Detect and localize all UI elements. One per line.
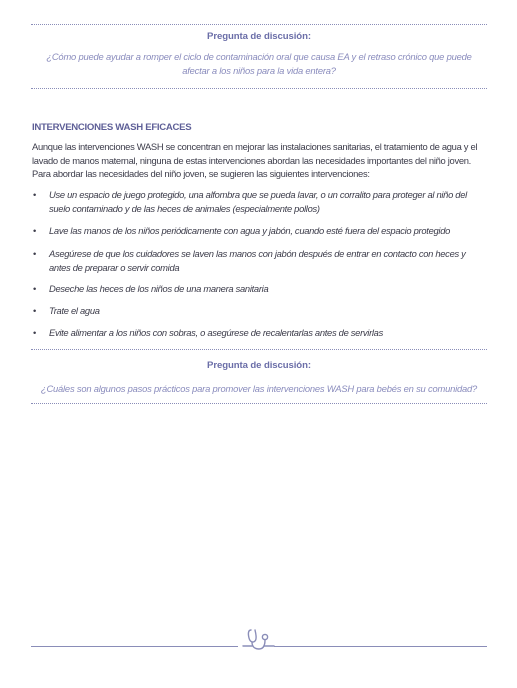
stethoscope-icon xyxy=(240,626,276,652)
list-item-text: Lave las manos de los niños periódicamente con agua y jabón, cuando esté fuera del espacio protegido xyxy=(49,225,451,236)
bullet-icon: • xyxy=(33,225,37,236)
discussion-2-title: Pregunta de discusión: xyxy=(207,360,311,371)
list-item-text: Use un espacio de juego protegido, una alfombra que se pueda lavar, o un corralito para proteger al niño del suelo contaminado y de las heces de animales (especialmente pollos) xyxy=(49,189,467,214)
discussion-2-text: ¿Cuáles son algunos pasos prácticos para promover las intervenciones WASH para bebés en su comunidad? xyxy=(40,383,478,394)
discussion-1-box xyxy=(31,31,487,77)
bullet-icon: • xyxy=(33,327,37,338)
bullet-icon: • xyxy=(33,305,37,316)
list-item-text: Evite alimentar a los niños con sobras, o asegúrese de recalentarlas antes de servirlas xyxy=(49,327,383,338)
list-item-text: Deseche las heces de los niños de una manera sanitaria xyxy=(49,283,269,294)
bullet-icon: • xyxy=(33,283,37,294)
discussion-2-top-divider xyxy=(31,349,487,350)
bullet-icon: • xyxy=(33,248,37,259)
discussion-1-top-divider xyxy=(31,24,487,25)
bullet-icon: • xyxy=(33,189,37,200)
discussion-1-title: Pregunta de discusión: xyxy=(207,31,311,42)
discussion-1-bottom-divider xyxy=(31,88,487,89)
discussion-1-text: ¿Cómo puede ayudar a romper el ciclo de contaminación oral que causa EA y el retraso crónico que puede afectar a los niños para la vida entera? xyxy=(46,51,472,76)
discussion-2-bottom-divider xyxy=(31,403,487,404)
footer-line-right xyxy=(274,646,487,647)
section-intro: Aunque las intervenciones WASH se concentran en mejorar las instalaciones sanitarias, el tratamiento de agua y el lavado de manos maternal, ninguna de estas intervenciones abordan las necesidades importantes del niño joven. Para abordar las necesidades del niño joven, se sugieren las siguientes intervenciones: xyxy=(32,141,478,179)
footer-line-left xyxy=(31,646,238,647)
list-item-text: Trate el agua xyxy=(49,305,100,316)
section-title: INTERVENCIONES WASH EFICACES xyxy=(32,122,192,133)
discussion-2-box xyxy=(31,360,487,396)
list-item-text: Asegúrese de que los cuidadores se laven las manos con jabón después de entrar en contacto con heces y antes de preparar o servir comida xyxy=(49,248,466,273)
